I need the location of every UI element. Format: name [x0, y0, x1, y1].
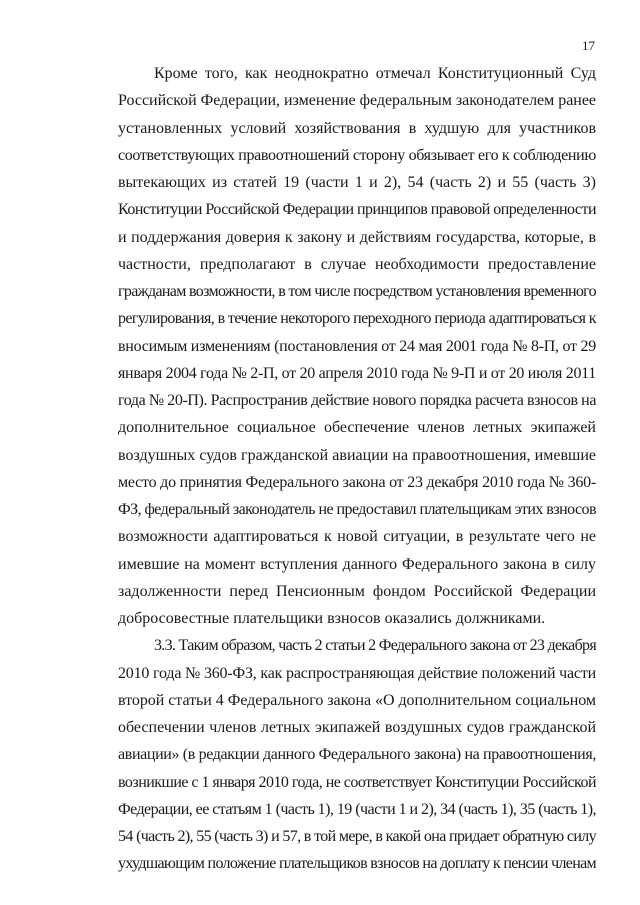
text-line: и поддержания доверия к закону и действиям государства, которые, в — [118, 228, 596, 246]
text-line: второй статьи 4 Федерального закона «О дополнительном социальном — [118, 691, 596, 709]
text-line: соответствующих правоотношений сторону обязывает его к соблюдению — [118, 146, 596, 164]
text-line: установленных условий хозяйствования в худшую для участников — [118, 119, 596, 137]
text-line: регулирования, в течение некоторого переходного периода адаптироваться к — [118, 310, 596, 328]
text-line: гражданам возможности, в том числе посредством установления временного — [118, 283, 596, 300]
text-line: частности, предполагают в случае необходимости предоставление — [118, 255, 596, 273]
text-line: ФЗ, федеральный законодатель не предоставил плательщикам этих взносов — [118, 501, 596, 518]
text-line: Кроме того, как неоднократно отмечал Конституционный Суд — [154, 65, 596, 82]
text-line: место до принятия Федерального закона от 23 декабря 2010 года № 360- — [118, 473, 597, 491]
text-line: 2010 года № 360-ФЗ, как распространяющая действие положений части — [118, 664, 596, 682]
text-line: добросовестные плательщики взносов оказались должниками. — [118, 610, 546, 627]
text-line: авиации» (в редакции данного Федерального закона) на правоотношения, — [118, 746, 596, 764]
paragraph-1 — [118, 60, 596, 632]
page-number: 17 — [582, 38, 595, 53]
text-line: вытекающих из статей 19 (части 1 и 2), 54 (часть 2) и 55 (часть 3) — [118, 174, 596, 191]
text-line: дополнительное социальное обеспечение членов летных экипажей — [118, 419, 596, 437]
text-line: ухудшающим положение плательщиков взносов на доплату к пенсии членам — [118, 855, 597, 873]
text-line: возможности адаптироваться к новой ситуации, в результате чего не — [118, 528, 596, 546]
text-line: задолженности перед Пенсионным фондом Российской Федерации — [118, 582, 596, 600]
text-line: 54 (часть 2), 55 (часть 3) и 57, в той мере, в какой она придает обратную силу — [118, 828, 597, 845]
text-line: января 2004 года № 2-П, от 20 апреля 2010 года № 9-П и от 20 июля 2011 — [118, 364, 596, 382]
text-line: Федерации, ее статьям 1 (часть 1), 19 (части 1 и 2), 34 (часть 1), 35 (часть 1), — [118, 800, 596, 818]
paragraph-2 — [118, 632, 596, 877]
text-line: вносимым изменениям (постановления от 24 мая 2001 года № 8-П, от 29 — [118, 337, 597, 355]
text-line: воздушных судов гражданской авиации на правоотношения, имевшие — [118, 446, 596, 464]
body-text — [118, 60, 596, 878]
text-line: года № 20-П). Распространив действие нового порядка расчета взносов на — [118, 392, 597, 409]
text-line: Российской Федерации, изменение федеральным законодателем ранее — [118, 92, 596, 110]
text-line: обеспечении членов летных экипажей воздушных судов гражданской — [118, 719, 596, 736]
text-line: возникшие с 1 января 2010 года, не соответствует Конституции Российской — [118, 773, 596, 791]
text-line: имевшие на момент вступления данного Федерального закона в силу — [118, 555, 596, 573]
text-line: Конституции Российской Федерации принципов правовой определенности — [118, 201, 597, 219]
text-line: 3.3. Таким образом, часть 2 статьи 2 Федерального закона от 23 декабря — [154, 637, 596, 655]
